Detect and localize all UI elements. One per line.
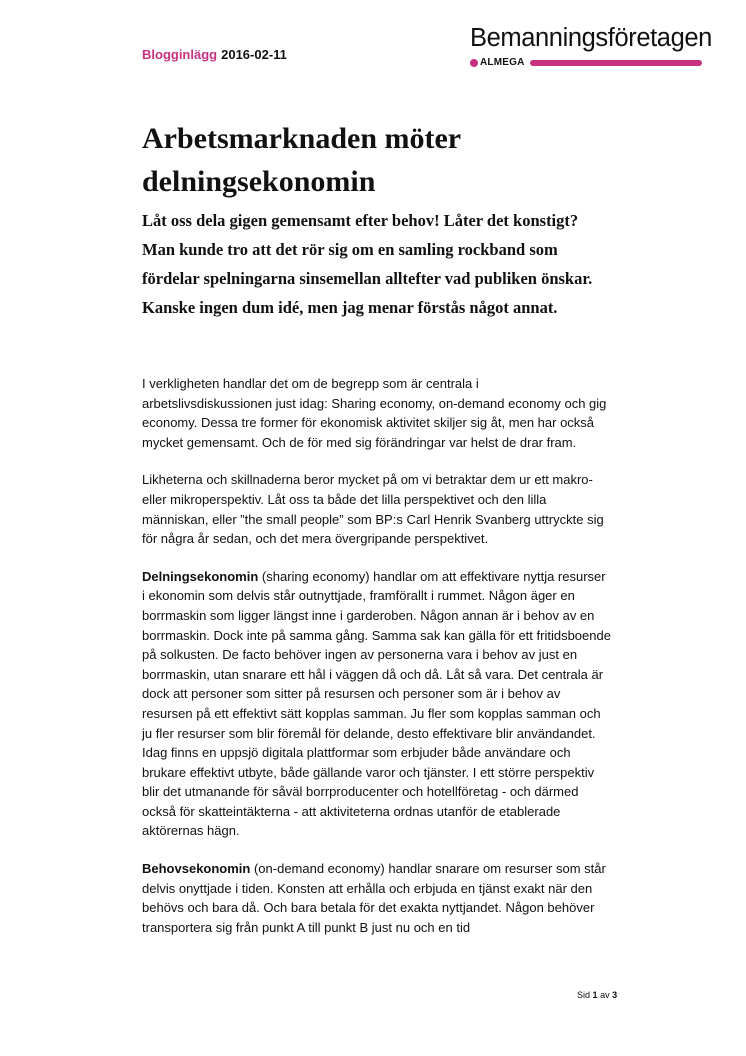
post-meta bbox=[142, 47, 287, 62]
page-total: 3 bbox=[612, 990, 618, 1000]
paragraph-2: Likheterna och skillnaderna beror mycket på om vi betraktar dem ur ett makro- eller mikroperspektiv. Låt oss ta både det lilla perspektivet och den lilla människan, eller ”the small people” som BP:s Carl Henrik Svanberg uttryckte sig för några år sedan, och det mera övergripande perspektivet. bbox=[142, 472, 604, 547]
logo-sub: ALMEGA bbox=[480, 57, 525, 68]
page-label: Sid bbox=[577, 990, 591, 1000]
page-number bbox=[577, 990, 617, 1000]
logo-almega-bar bbox=[470, 58, 702, 68]
article-body bbox=[142, 374, 612, 955]
paragraph-1: I verkligheten handlar det om de begrepp som är centrala i arbetslivsdiskussionen just idag: Sharing economy, on-demand economy och gig economy. Dessa tre former för ekonomisk aktivitet skiljer sig åt, men har också mycket gemensamt. Och de för med sig förändringar var helst de drar fram. bbox=[142, 376, 607, 450]
post-date: 2016-02-11 bbox=[221, 47, 287, 62]
paragraph-4-text: (on-demand economy) handlar snarare om resurser som står delvis onyttjade i tiden. Konsten att erhålla och erbjuda en tjänst exakt när den behövs och bara då. Och bara betala för det exakta nyttjandet. Någon behöver transportera sig från punkt A till punkt B just nu och en tid bbox=[142, 861, 606, 935]
post-type-label: Blogginlägg bbox=[142, 47, 218, 62]
page-sep: av bbox=[600, 990, 610, 1000]
paragraph-3 bbox=[142, 567, 612, 841]
logo-dot-icon bbox=[470, 59, 478, 67]
article-lead: Låt oss dela gigen gemensamt efter behov! Låter det konstigt? Man kunde tro att det rör sig om en samling rockband som fördelar spelningarna sinsemellan alltefter vad publiken önskar. Kanske ingen dum idé, men jag menar förstås något annat. bbox=[142, 211, 593, 317]
paragraph-4 bbox=[142, 859, 612, 937]
page-current: 1 bbox=[592, 990, 598, 1000]
logo-stripe bbox=[530, 60, 702, 66]
article-title: Arbetsmarknaden möter delningsekonomin bbox=[142, 122, 461, 198]
term-behovsekonomin: Behovsekonomin bbox=[142, 861, 251, 877]
paragraph-3-text: (sharing economy) handlar om att effektivare nyttja resurser i ekonomin som delvis står outnyttjade, framförallt i rummet. Någon äger en borrmaskin som ligger längst inne i garderoben. Någon annan är i behov av en borrmaskin. Dock inte på samma gång. Samma sak kan gälla för ett fritidsboende på solkusten. De facto behöver ingen av personerna vara i behov av just en borrmaskin, utan snarare ett hål i väggen då och då. Låt så vara. Det centrala är dock att personer som sitter på resursen och personer som är i behov av resursen på ett effektivt sätt kopplas samman. Ju fler som kopplas samman och ju fler resurser som blir föremål för delande, desto effektivare blir användandet. Idag finns en uppsjö digitala plattformar som erbjuder både användare och brukare effektivt utbyte, både gällande varor och tjänster. I ett större perspektiv blir det utmanande för såväl borrproducenter och hotellföretag - och därmed också för skatteintäkterna - att aktiviteterna ordnas utanför de etablerade aktörernas hägn. bbox=[142, 568, 611, 839]
term-delningsekonomin: Delningsekonomin bbox=[142, 568, 259, 584]
bemanningsforetagen-logo bbox=[470, 24, 712, 72]
logo-wordmark: Bemanningsföretagen bbox=[470, 24, 712, 52]
